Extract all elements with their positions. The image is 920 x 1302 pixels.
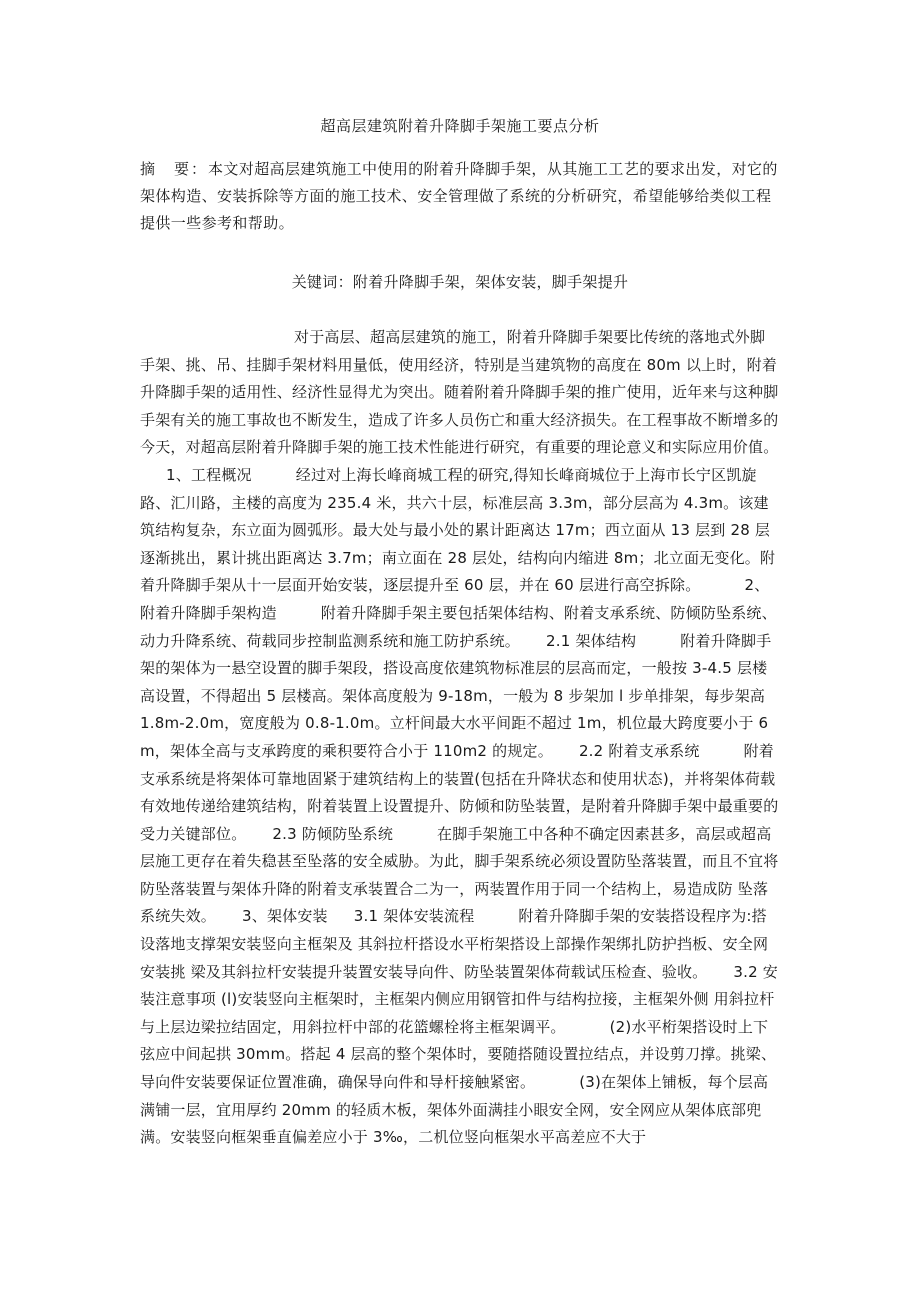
abstract-paragraph: [140, 156, 780, 237]
section-heading-3: 3、架体安装: [242, 907, 328, 926]
keywords-line: 关键词：附着升降脚手架，架体安装，脚手架提升: [291, 273, 629, 291]
subsection-heading-2-1: 2.1 架体结构: [546, 631, 637, 650]
list-item-1: (l)安装竖向主框架时，主框架内侧应用钢管扣件与结构拉接，主框架外侧 用斜拉杆与上层边梁拉结固定，用斜拉杆中部的花篮螺栓将主框架调平。: [140, 990, 775, 1036]
subsection-text-3-1: 附着升降脚手架的安装搭设程序为:搭设落地支撑架安装竖向主框架及 其斜拉杆搭设水平桁架搭设上部操作架绑扎防护挡板、安全网安装挑 梁及其斜拉杆安装提升装置安装导向件、防坠装置架体荷载试压检查、验收。: [140, 907, 769, 981]
subsection-heading-2-2: 2.2 附着支承系统: [578, 741, 700, 760]
subsection-text-2-3: 在脚手架施工中各种不确定因素甚多，高层或超高层施工更存在着失稳甚至坠落的安全威胁。为此，脚手架系统必须设置防坠落装置，而且不宜将防坠落装置与架体升降的附着支承装置合二为一，两装置作用于同一个结构上，易造成防 坠落系统失效。: [140, 824, 779, 926]
list-item-3: (3)在架体上铺板，每个层高满铺一层，宜用厚约 20mm 的轻质木板，架体外面满挂小眼安全网，安全网应从架体底部兜满。安装竖向框架垂直偏差应小于 3‰，二机位竖向框架水平高差应不大于: [140, 1073, 769, 1147]
subsection-text-2-2: 附着支承系统是将架体可靠地固紧于建筑结构上的装置(包括在升降状态和使用状态)，并将架体荷载有效地传递给建筑结构，附着装置上设置提升、防倾和防坠装置，是附着升降脚手架中最重要的受力关键部位。: [140, 741, 779, 843]
subsection-heading-3-2: 3.2 安装注意事项: [140, 962, 778, 1009]
subsection-heading-2-3: 2.3 防倾防坠系统: [272, 824, 394, 843]
subsection-heading-3-1: 3.1 架体安装流程: [353, 907, 475, 926]
intro-text: 对于高层、超高层建筑的施工，附着升降脚手架要比传统的落地式外脚手架、挑、吊、挂脚手架材料用量低，使用经济，特别是当建筑物的高度在 80m 以上时，附着升降脚手架的适用性、经济性显得尤为突出。随着附着升降脚手架的推广使用，近年来与这种脚手架有关的施工事故也不断发生，造成了许多人员伤亡和重大经济损失。在工程事故不断增多的今天，对超高层附着升降脚手架的施工技术性能进行研究，有重要的理论意义和实际应用价值。: [140, 328, 779, 457]
document-title: 超高层建筑附着升降脚手架施工要点分析: [320, 117, 600, 135]
body-paragraph: [140, 324, 780, 1152]
section-heading-1: 1、工程概况: [166, 465, 252, 484]
section-text-2: 附着升降脚手架主要包括架体结构、附着支承系统、防倾防坠系统、动力升降系统、荷载同步控制监测系统和施工防护系统。: [140, 603, 777, 650]
section-heading-2: 2、附着升降脚手架构造: [140, 576, 770, 622]
list-item-2: (2)水平桁架搭设时上下弦应中间起拱 30mm。搭起 4 层高的整个架体时，要随搭随设置拉结点，并设剪刀撑。挑梁、导向件安装要保证位置准确，确保导向件和导杆接触紧密。: [140, 1017, 777, 1092]
section-text-1: 经过对上海长峰商城工程的研究,得知长峰商城位于上海市长宁区凯旋路、汇川路，主楼的高度为 235.4 米，共六十层，标准层高 3.3m，部分层高为 4.3m。该建筑结构复杂，东立面为圆弧形。最大处与最小处的累计距离达 17m；西立面从 13 层到 28 层逐渐挑出，累计挑出距离达 3.7m；南立面在 28 层处，结构向内缩进 8m；北立面无变化。附着升降脚手架从十一层面开始安装，逐层提升至 60 层，并在 60 层进行高空拆除。: [140, 465, 776, 595]
abstract-label: 摘 要：: [140, 160, 209, 178]
abstract-text: 本文对超高层建筑施工中使用的附着升降脚手架，从其施工工艺的要求出发，对它的架体构造、安装拆除等方面的施工技术、安全管理做了系统的分析研究，希望能够给类似工程提供一些参考和帮助。: [140, 160, 778, 232]
subsection-text-2-1: 附着升降脚手架的架体为一悬空设置的脚手架段，搭设高度依建筑物标准层的层高而定，一般按 3-4.5 层楼高设置，不得超出 5 层楼高。架体高度般为 9-18m，一般为 8 步架加 l 步单排架，每步架高 1.8m-2.0m，宽度般为 0.8-1.0m。立杆间最大水平间距不超过 1m，机位最大跨度要小于 6 m，架体全高与支承跨度的乘积要符合小于 110m2 的规定。: [140, 631, 772, 760]
